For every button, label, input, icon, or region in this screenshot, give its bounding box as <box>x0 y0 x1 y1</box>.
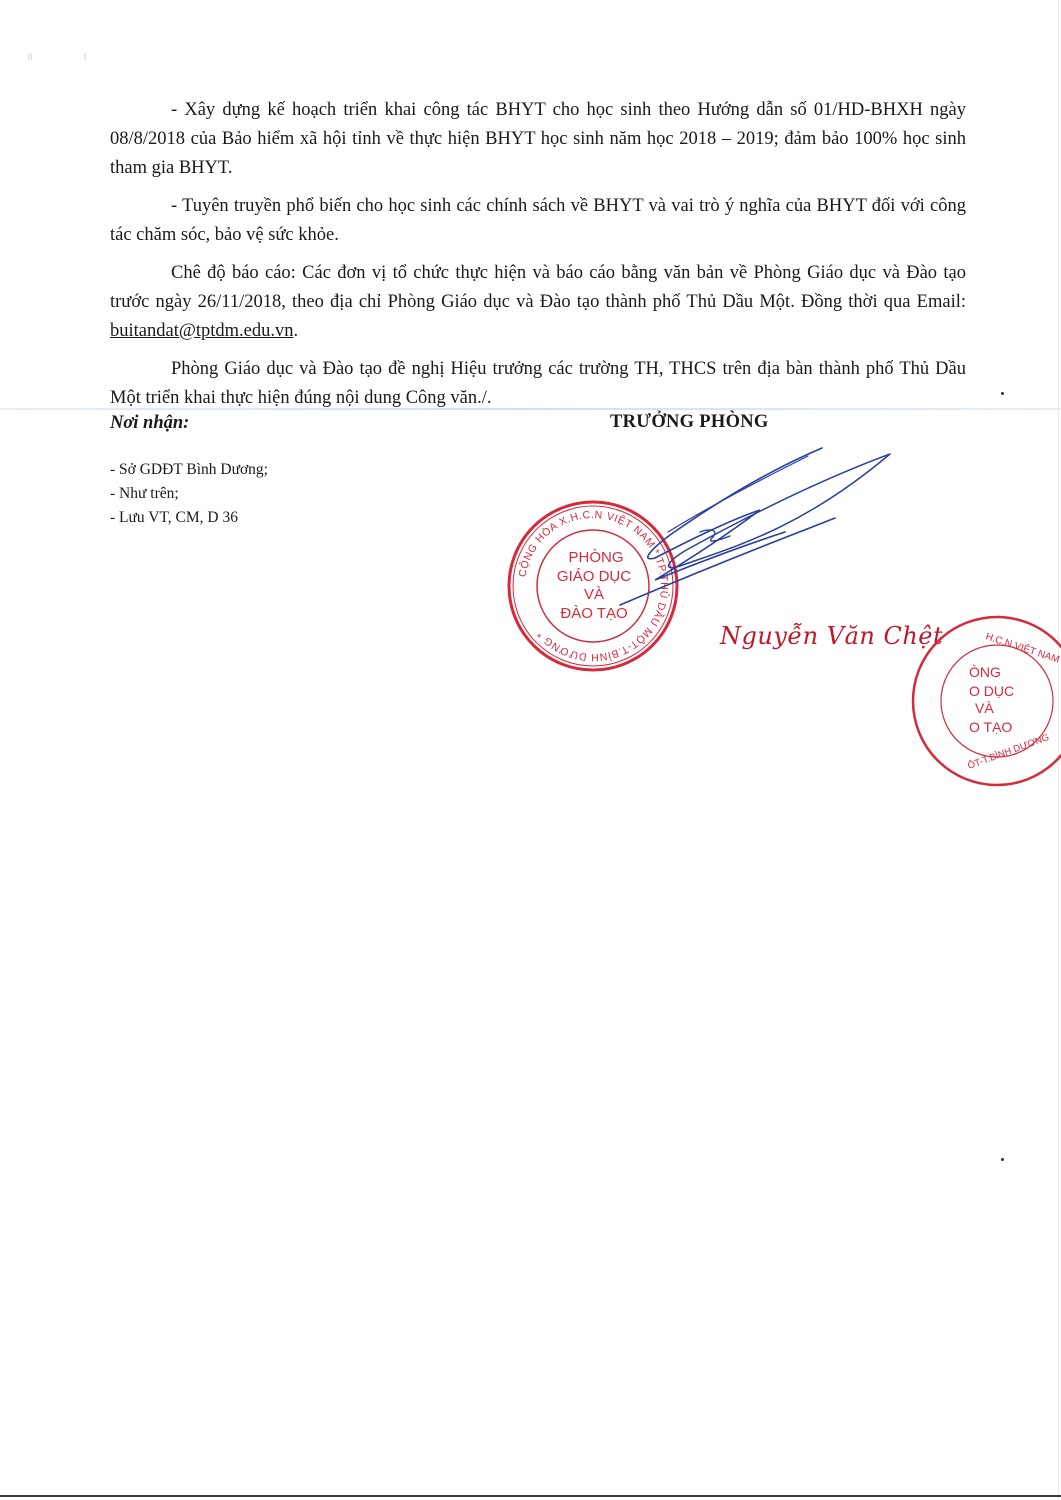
recipients-title: Nơi nhận: <box>110 413 190 433</box>
paragraph-plan: - Xây dựng kế hoạch triển khai công tác BHYT cho học sinh theo Hướng dẫn số 01/HD-BHXH ngày 08/8/2018 của Bảo hiểm xã hội tỉnh về thực hiện BHYT học sinh năm học 2018 – 2019; đảm bảo 100% học sinh tham gia BHYT. <box>110 100 966 178</box>
partial-stamp-line: ÒNG <box>969 664 1001 680</box>
scan-dot <box>1001 392 1004 395</box>
stamp-line: GIÁO DỤC <box>556 568 632 585</box>
stamp-line: ĐÀO TẠO <box>560 605 628 622</box>
handwritten-signature <box>560 440 900 620</box>
paragraph-propaganda: - Tuyên truyền phổ biến cho học sinh các chính sách về BHYT và vai trò ý nghĩa của BHYT đối với công tác chăm sóc, bảo vệ sức khỏe. <box>110 196 966 245</box>
paragraph-reporting: Chê độ báo cáo: Các đơn vị tổ chức thực hiện và báo cáo bằng văn bản về Phòng Giáo dục và Đào tạo trước ngày 26/11/2018, theo địa chỉ Phòng Giáo dục và Đào tạo thành phố Thủ Dầu Một. Đồng thời qua Email: buitandat@tptdm.edu.vn. <box>110 263 966 341</box>
stamp-ring-text: CỘNG HÒA X.H.C.N VIỆT NAM * TP.THỦ DẦU MỘT-T.BÌNH DƯƠNG * <box>516 508 671 664</box>
body-text <box>110 96 966 422</box>
paragraph-request: Phòng Giáo dục và Đào tạo đề nghị Hiệu trưởng các trường TH, THCS trên địa bàn thành phố Thủ Dầu Một triển khai thực hiện đúng nội dung Công văn./. <box>110 359 966 408</box>
signer-title: TRƯỞNG PHÒNG <box>610 412 769 432</box>
recipient-item: - Như trên; <box>110 485 179 502</box>
partial-stamp <box>955 612 1061 790</box>
partial-stamp-ring: ÔT-T.BÌNH DƯƠNG <box>966 732 1051 772</box>
signer-name: Nguyễn Văn Chệt <box>720 622 944 650</box>
recipients-list <box>110 458 268 530</box>
stamp-line: PHÒNG <box>568 549 624 566</box>
partial-stamp-line: O TẠO <box>969 719 1013 735</box>
page-edge-bottom <box>0 1495 1061 1497</box>
recipient-item: - Sở GDĐT Bình Dương; <box>110 461 268 478</box>
partial-stamp-ring: H.C.N VIỆT NAM <box>984 631 1061 666</box>
partial-stamp-line: O DỤC <box>969 683 1015 699</box>
scan-dot <box>1001 1158 1004 1161</box>
recipient-item: - Lưu VT, CM, D 36 <box>110 509 238 526</box>
stamp-line: VÀ <box>583 586 605 603</box>
partial-stamp-line: VÀ <box>975 700 994 716</box>
scan-marks: 0 1 <box>28 52 112 62</box>
email-link[interactable]: buitandat@tptdm.edu.vn <box>110 321 294 341</box>
